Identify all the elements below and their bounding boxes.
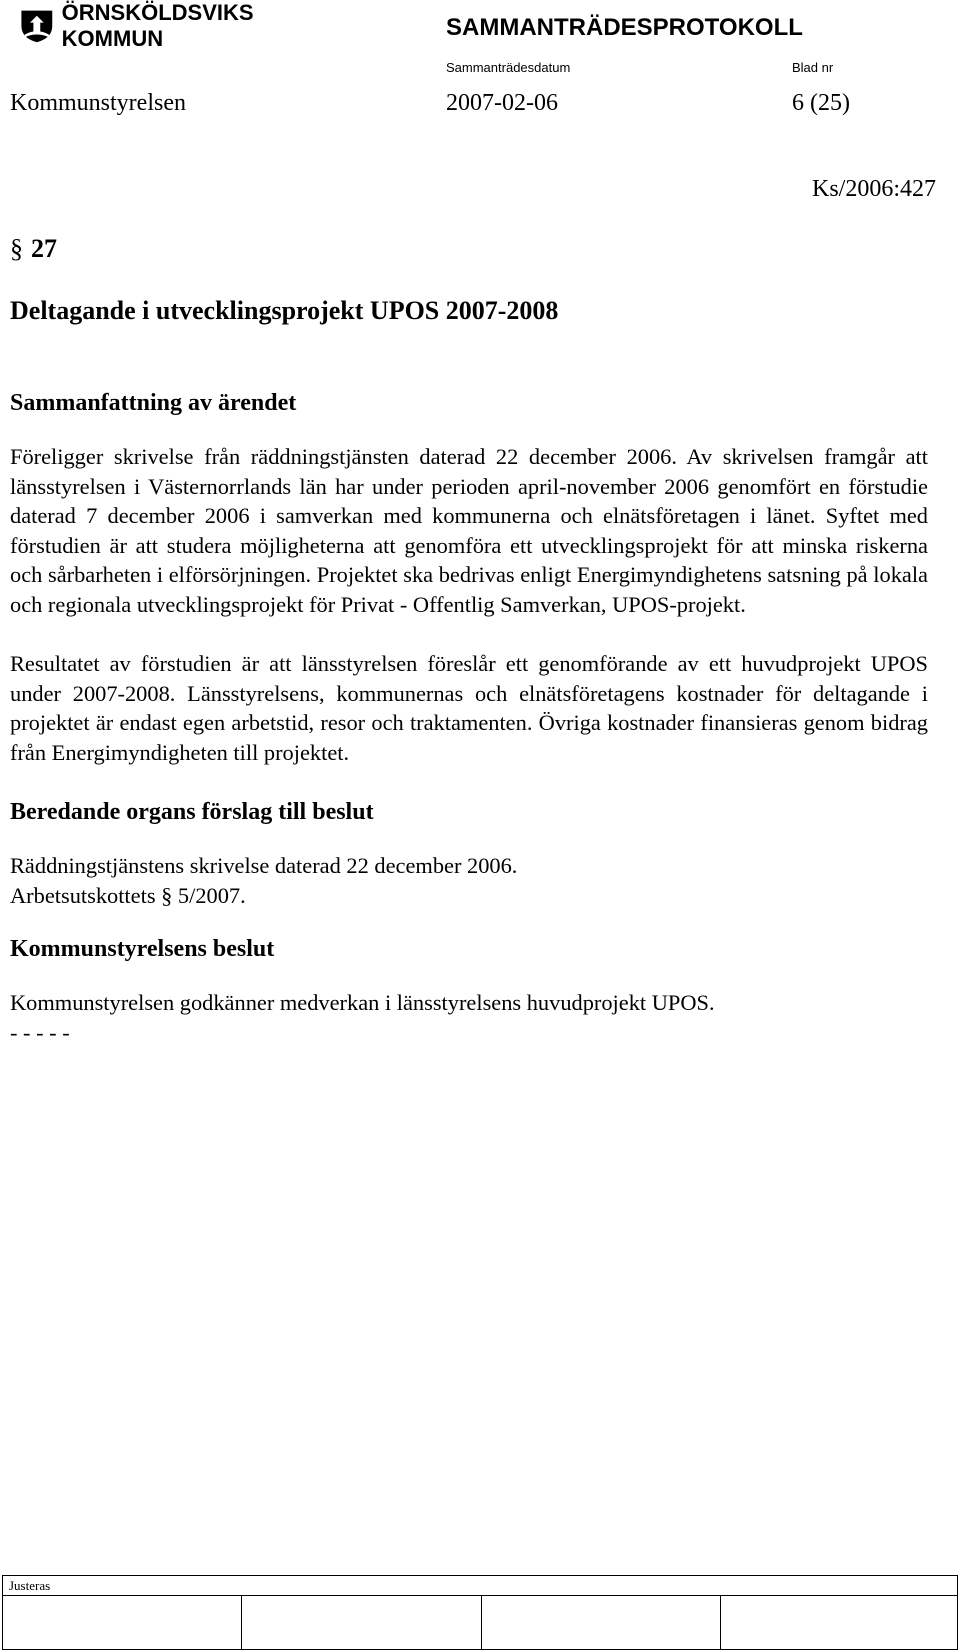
signature-cell-divider bbox=[241, 1595, 242, 1649]
decision-heading: Kommunstyrelsens beslut bbox=[10, 936, 275, 962]
justeras-divider bbox=[3, 1595, 957, 1596]
meeting-date: 2007-02-06 bbox=[446, 90, 558, 116]
proposal-line-1: Räddningstjänstens skrivelse daterad 22 december 2006. bbox=[10, 853, 518, 878]
document-type: SAMMANTRÄDESPROTOKOLL bbox=[446, 14, 803, 41]
paragraph-number bbox=[10, 234, 57, 264]
summary-paragraph-1: Föreligger skrivelse från räddningstjänsten daterad 22 december 2006. Av skrivelsen framgår att länsstyrelsen i Västernorrlands län har under perioden april-november 2006 genomfört en förstudie daterad 7 december 2006 i samverkan med kommunerna och elnätsföretagen i länet. Syftet med förstudien är att studera möjligheterna att genomföra ett utvecklingsprojekt för att minska riskerna och sårbarheten i elförsörjningen. Projektet ska bedrivas enligt Energimyndighetens satsning på lokala och regionala utvecklingsprojekt för Privat - Offentlig Samverkan, UPOS-projekt. bbox=[10, 444, 928, 617]
summary-heading: Sammanfattning av ärendet bbox=[10, 390, 297, 416]
case-number: Ks/2006:427 bbox=[811, 176, 936, 202]
signature-cell-divider bbox=[720, 1595, 721, 1649]
municipality-name: ÖRNSKÖLDSVIKS KOMMUN bbox=[61, 0, 254, 51]
governing-body: Kommunstyrelsen bbox=[10, 90, 186, 116]
page-number: 6 (25) bbox=[792, 90, 850, 116]
page-title: Deltagande i utvecklingsprojekt UPOS 2007-2008 bbox=[10, 296, 559, 325]
document-body bbox=[10, 388, 928, 1047]
decision-text: Kommunstyrelsen godkänner medverkan i länsstyrelsens huvudprojekt UPOS. bbox=[10, 990, 715, 1015]
end-marker: - - - - - bbox=[10, 1019, 70, 1045]
proposal-heading: Beredande organs förslag till beslut bbox=[10, 799, 374, 825]
signature-cell-divider bbox=[481, 1595, 482, 1649]
proposal-line-2: Arbetsutskottets § 5/2007. bbox=[10, 882, 246, 908]
paragraph-value: 27 bbox=[31, 234, 57, 263]
justeras-box bbox=[2, 1575, 958, 1650]
summary-paragraph-2: Resultatet av förstudien är att länsstyrelsen föreslår ett genomförande av ett huvudprojekt UPOS under 2007-2008. Länsstyrelsens, kommunernas och elnätsföretagens kostnader för deltagande i projektet är endast egen arbetstid, resor och traktamenten. Övriga kostnader finansieras genom bidrag från Energimyndigheten till projektet. bbox=[10, 651, 928, 765]
justeras-label: Justeras bbox=[9, 1578, 51, 1593]
coat-of-arms-icon bbox=[18, 6, 56, 46]
section-symbol: § bbox=[10, 234, 23, 263]
municipality-logo bbox=[18, 0, 318, 51]
meeting-date-label: Sammanträdesdatum bbox=[446, 60, 571, 75]
page-number-label: Blad nr bbox=[792, 60, 834, 75]
